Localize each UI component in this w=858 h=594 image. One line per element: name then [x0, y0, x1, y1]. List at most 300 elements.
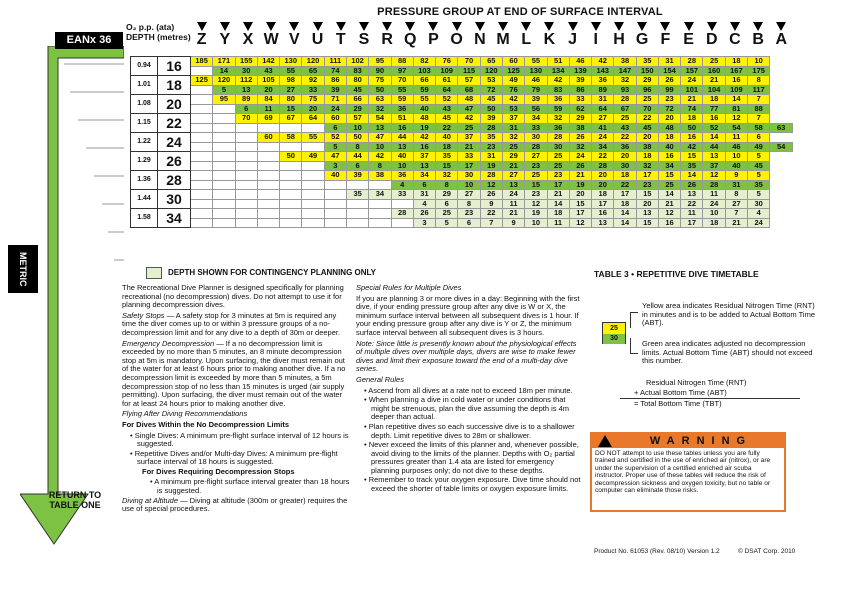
letter-text: F	[660, 31, 671, 48]
rnt-cell	[302, 171, 324, 181]
ndl-cell: 20	[636, 199, 658, 209]
ndl-cell: 43	[614, 123, 636, 133]
rnt-cell: 32	[502, 133, 524, 143]
rnt-cell: 7	[748, 95, 770, 105]
ndl-cell: 36	[547, 123, 569, 133]
ndl-cell	[369, 218, 391, 228]
rnt-cell: 18	[703, 95, 725, 105]
rnt-cell: 18	[614, 171, 636, 181]
ndl-cell: 6	[324, 123, 346, 133]
down-triangle-icon	[637, 22, 647, 31]
rnt-cell: 42	[502, 95, 524, 105]
ndl-cell: 33	[302, 85, 324, 95]
rnt-cell: 20	[636, 133, 658, 143]
rnt-cell: 5	[748, 152, 770, 162]
rnt-cell: 36	[547, 95, 569, 105]
flying-subheading: For Dives Within the No Decompression Limits	[122, 419, 290, 429]
rnt-cell: 37	[502, 114, 524, 124]
rnt-cell: 8	[748, 76, 770, 86]
rnt-cell: 16	[725, 76, 747, 86]
pressure-group-letter	[422, 22, 445, 56]
rnt-cell	[346, 209, 368, 219]
general-rule-3: • Plan repetitive dives so each successive dive is to a shallower depth. Limit repetitive dives to 28m or shallower.	[364, 423, 582, 440]
ndl-cell: 24	[703, 199, 725, 209]
ndl-cell: 59	[547, 104, 569, 114]
rnt-cell: 39	[569, 76, 591, 86]
letter-text: U	[311, 31, 324, 48]
rnt-cell: 65	[480, 57, 502, 67]
ndl-cell: 30	[235, 66, 257, 76]
ndl-cell: 8	[458, 199, 480, 209]
rnt-cell: 26	[658, 76, 680, 86]
pressure-group-letter	[723, 22, 746, 56]
ndl-cell: 65	[302, 66, 324, 76]
rnt-cell: 63	[369, 95, 391, 105]
rnt-cell	[213, 190, 235, 200]
ndl-cell: 44	[703, 142, 725, 152]
ndl-cell: 8	[346, 142, 368, 152]
rnt-cell: 18	[681, 114, 703, 124]
general-rule-1: • Ascend from all dives at a rate not to exceed 18m per minute.	[364, 387, 582, 396]
rnt-cell: 34	[369, 190, 391, 200]
pressure-group-letter	[654, 22, 677, 56]
ndl-cell	[191, 142, 213, 152]
rnt-cell: 44	[391, 133, 413, 143]
ndl-cell: 72	[480, 85, 502, 95]
ndl-cell: 56	[525, 104, 547, 114]
ndl-cell	[391, 218, 413, 228]
rnt-cell	[302, 209, 324, 219]
altitude-heading: Diving at Altitude —	[122, 495, 188, 505]
ndl-cell: 40	[725, 161, 747, 171]
ndl-cell: 68	[458, 85, 480, 95]
pressure-group-letter	[213, 22, 236, 56]
letter-text: L	[521, 31, 532, 48]
ndl-cell: 83	[346, 66, 368, 76]
ndl-cell: 67	[614, 104, 636, 114]
rnt-cell: 53	[480, 76, 502, 86]
rnt-cell: 5	[748, 190, 770, 200]
rnt-cell: 32	[547, 114, 569, 124]
ndl-cell: 28	[592, 161, 614, 171]
rnt-cell: 27	[458, 190, 480, 200]
ndl-cell: 81	[725, 104, 747, 114]
ndl-cell	[191, 218, 213, 228]
rnt-cell: 11	[681, 209, 703, 219]
ndl-cell	[302, 199, 324, 209]
bottom-time-formula	[620, 378, 800, 409]
rnt-cell: 31	[592, 95, 614, 105]
rnt-cell: 52	[324, 133, 346, 143]
ndl-cell: 139	[569, 66, 591, 76]
color-key	[602, 322, 626, 344]
rnt-cell: 21	[569, 171, 591, 181]
pressure-group-letters	[190, 22, 793, 56]
table-row	[131, 76, 793, 86]
ndl-cell: 154	[658, 66, 680, 76]
down-triangle-icon	[498, 22, 508, 31]
letter-text: I	[593, 31, 598, 48]
rnt-cell: 60	[502, 57, 524, 67]
ndl-cell	[391, 199, 413, 209]
rnt-cell: 22	[480, 209, 502, 219]
rnt-cell	[302, 190, 324, 200]
table-row	[131, 123, 793, 133]
down-triangle-icon	[521, 22, 531, 31]
rnt-cell: 7	[725, 209, 747, 219]
rnt-cell: 19	[525, 209, 547, 219]
ndl-cell: 77	[703, 104, 725, 114]
rnt-cell: 120	[302, 57, 324, 67]
rnt-cell: 34	[413, 171, 435, 181]
ndl-cell: 109	[725, 85, 747, 95]
ndl-cell: 4	[391, 180, 413, 190]
letter-text: M	[496, 31, 510, 48]
ndl-cell: 27	[725, 199, 747, 209]
rnt-cell: 7	[748, 114, 770, 124]
rnt-cell: 35	[480, 133, 502, 143]
ndl-cell: 36	[614, 142, 636, 152]
rnt-cell	[235, 133, 257, 143]
rnt-cell: 18	[658, 133, 680, 143]
ndl-cell: 13	[391, 142, 413, 152]
ndl-cell: 25	[547, 161, 569, 171]
ndl-cell: 150	[636, 66, 658, 76]
ndl-cell	[213, 161, 235, 171]
letter-text: J	[568, 31, 578, 48]
ndl-cell: 39	[324, 85, 346, 95]
ndl-cell	[213, 123, 235, 133]
rnt-cell: 30	[458, 171, 480, 181]
eanx-label: EANx 36	[55, 32, 123, 49]
o2-value: 1.29	[131, 152, 158, 171]
rnt-cell: 95	[213, 95, 235, 105]
rnt-cell: 54	[369, 114, 391, 124]
rnt-cell: 18	[636, 152, 658, 162]
ndl-cell	[191, 180, 213, 190]
letter-text: R	[381, 31, 393, 48]
ndl-cell	[235, 180, 257, 190]
rnt-cell	[191, 171, 213, 181]
rnt-cell: 130	[280, 57, 302, 67]
down-triangle-icon	[568, 22, 578, 31]
ndl-cell: 37	[703, 161, 725, 171]
ndl-cell	[280, 180, 302, 190]
letter-text: O	[450, 31, 463, 48]
down-triangle-icon	[660, 22, 670, 31]
rnt-cell: 60	[324, 114, 346, 124]
rnt-cell: 46	[569, 57, 591, 67]
ndl-cell: 55	[391, 85, 413, 95]
rnt-cell: 16	[658, 152, 680, 162]
ndl-cell: 7	[480, 218, 502, 228]
ndl-cell	[302, 218, 324, 228]
rnt-cell: 11	[725, 133, 747, 143]
ndl-cell: 15	[436, 161, 458, 171]
rnt-cell: 36	[391, 171, 413, 181]
pressure-group-letter	[399, 22, 422, 56]
down-triangle-icon	[730, 22, 740, 31]
table-row	[131, 104, 793, 114]
ndl-cell	[346, 180, 368, 190]
rnt-cell: 51	[547, 57, 569, 67]
o2-value: 1.36	[131, 171, 158, 190]
rnt-cell: 23	[547, 171, 569, 181]
ndl-cell: 28	[525, 142, 547, 152]
rnt-cell: 48	[458, 95, 480, 105]
rnt-cell: 35	[436, 152, 458, 162]
ndl-cell: 36	[391, 104, 413, 114]
letter-text: N	[474, 31, 486, 48]
ndl-cell: 63	[770, 123, 793, 133]
rnt-cell: 13	[636, 209, 658, 219]
rnt-cell: 61	[436, 76, 458, 86]
ndl-cell: 14	[547, 199, 569, 209]
general-heading: General Rules	[356, 374, 404, 384]
page-title: PRESSURE GROUP AT END OF SURFACE INTERVAL	[377, 6, 663, 18]
ndl-cell: 96	[636, 85, 658, 95]
rnt-cell: 39	[525, 95, 547, 105]
ndl-cell: 45	[346, 85, 368, 95]
ndl-cell: 5	[436, 218, 458, 228]
table-row	[131, 161, 793, 171]
ndl-cell	[257, 161, 279, 171]
rnt-cell: 28	[480, 171, 502, 181]
ndl-cell: 30	[614, 161, 636, 171]
rnt-cell: 26	[569, 133, 591, 143]
ndl-cell: 86	[569, 85, 591, 95]
rnt-cell: 25	[703, 57, 725, 67]
ndl-cell	[191, 85, 213, 95]
ndl-cell: 90	[369, 66, 391, 76]
rnt-cell: 37	[458, 133, 480, 143]
rnt-cell: 25	[525, 171, 547, 181]
ndl-cell: 15	[569, 199, 591, 209]
ndl-cell: 167	[725, 66, 747, 76]
table-row	[131, 190, 793, 200]
rnt-cell: 5	[748, 171, 770, 181]
ndl-cell	[257, 180, 279, 190]
down-triangle-icon	[405, 22, 415, 31]
ndl-cell: 31	[502, 123, 524, 133]
pressure-group-letter	[468, 22, 491, 56]
return-to-table-one[interactable]: RETURN TO TABLE ONE	[48, 490, 102, 510]
table-row	[131, 95, 793, 105]
rnt-cell: 98	[280, 76, 302, 86]
rnt-cell: 29	[502, 152, 524, 162]
o2-value: 1.01	[131, 76, 158, 95]
rnt-cell: 51	[391, 114, 413, 124]
rnt-cell: 92	[302, 76, 324, 86]
rnt-cell	[191, 209, 213, 219]
general-rule-2: • When planning a dive in cold water or under conditions that might be strenuous, plan the dive assuming the depth is 4m deeper than actual.	[364, 396, 582, 422]
ndl-cell: 28	[480, 123, 502, 133]
down-triangle-icon	[544, 22, 554, 31]
ndl-cell: 11	[257, 104, 279, 114]
depth-value: 34	[158, 209, 191, 228]
pressure-group-letter	[607, 22, 630, 56]
ndl-cell	[302, 180, 324, 190]
decomp-subheading: For Dives Requiring Decompression Stops	[142, 466, 295, 476]
ndl-cell	[213, 180, 235, 190]
rnt-cell: 52	[436, 95, 458, 105]
rnt-cell: 58	[280, 133, 302, 143]
rnt-cell: 21	[703, 76, 725, 86]
yellow-key-text: Yellow area indicates Residual Nitrogen Time (RNT) in minutes and is to be added to Actual Bottom Time (ABT).	[642, 301, 816, 328]
rnt-cell: 29	[436, 190, 458, 200]
flying-rule-1: • Single Dives: A minimum pre-flight surface interval of 12 hours is suggested.	[130, 432, 350, 449]
ndl-cell: 41	[592, 123, 614, 133]
rnt-cell: 35	[636, 57, 658, 67]
green-key-value: 30	[603, 334, 625, 344]
rnt-cell: 38	[614, 57, 636, 67]
pressure-group-letter	[770, 22, 793, 56]
pressure-group-letter	[631, 22, 654, 56]
rnt-cell: 42	[458, 114, 480, 124]
pressure-group-letter	[306, 22, 329, 56]
product-number: Product No. 61053 (Rev. 08/10) Version 1.2	[594, 548, 720, 555]
pressure-group-letter	[445, 22, 468, 56]
ndl-cell	[235, 199, 257, 209]
rnt-cell: 69	[257, 114, 279, 124]
ndl-cell	[257, 199, 279, 209]
rnt-cell	[191, 114, 213, 124]
rnt-cell: 84	[257, 95, 279, 105]
green-key-text: Green area indicates adjusted no decompression limits. Actual Bottom Time (ABT) should not exceed this number.	[642, 339, 813, 366]
rnt-cell: 34	[525, 114, 547, 124]
ndl-cell: 103	[413, 66, 435, 76]
ndl-cell	[235, 123, 257, 133]
decomp-rule-1: • A minimum pre-flight surface interval greater than 18 hours is suggested.	[150, 478, 350, 495]
rnt-cell: 8	[725, 190, 747, 200]
ndl-cell	[280, 218, 302, 228]
pressure-group-letter	[677, 22, 700, 56]
rnt-cell: 10	[748, 57, 770, 67]
rnt-cell: 75	[302, 95, 324, 105]
rnt-cell: 28	[681, 57, 703, 67]
altitude-text: Diving at altitude (300m or greater) requires the use of special procedures.	[122, 495, 348, 514]
warning-icon	[598, 435, 612, 447]
ndl-cell: 16	[391, 123, 413, 133]
rnt-cell: 20	[658, 114, 680, 124]
rnt-cell: 32	[436, 171, 458, 181]
letter-text: A	[775, 31, 788, 48]
rnt-cell: 86	[324, 76, 346, 86]
rnt-cell: 31	[480, 152, 502, 162]
ndl-cell: 46	[725, 142, 747, 152]
rnt-cell: 55	[413, 95, 435, 105]
depth-value: 20	[158, 95, 191, 114]
rnt-cell: 57	[458, 76, 480, 86]
ndl-cell: 12	[525, 199, 547, 209]
ndl-cell: 32	[569, 142, 591, 152]
rnt-cell: 64	[302, 114, 324, 124]
ndl-cell: 47	[458, 104, 480, 114]
ndl-cell: 120	[480, 66, 502, 76]
rnt-cell	[257, 171, 279, 181]
rnt-cell: 112	[235, 76, 257, 86]
rnt-cell	[213, 152, 235, 162]
ndl-cell: 54	[770, 142, 793, 152]
ndl-cell: 10	[391, 161, 413, 171]
o2-value: 1.08	[131, 95, 158, 114]
o2-header: O₂ p.p. (ata)	[126, 22, 175, 32]
ndl-cell: 29	[346, 104, 368, 114]
letter-text: Z	[196, 31, 207, 48]
ndl-cell	[280, 161, 302, 171]
return-arrow[interactable]	[20, 46, 124, 566]
rnt-cell: 142	[257, 57, 279, 67]
ndl-cell: 72	[658, 104, 680, 114]
rnt-cell: 20	[569, 190, 591, 200]
note-text: Note: Since little is presently known about the physiological effects of multiple dives over multiple days, divers are wise to make fewer dives and limit their exposure toward the end of a multi-day dive series.	[356, 338, 577, 374]
ndl-cell: 62	[569, 104, 591, 114]
letter-text: G	[635, 31, 649, 48]
rnt-cell	[191, 190, 213, 200]
ndl-cell: 157	[681, 66, 703, 76]
letter-text: W	[263, 31, 279, 48]
ndl-cell: 93	[614, 85, 636, 95]
rnt-cell	[191, 133, 213, 143]
ndl-cell: 35	[681, 161, 703, 171]
rnt-cell: 27	[525, 152, 547, 162]
ndl-cell: 8	[436, 180, 458, 190]
rnt-cell	[235, 209, 257, 219]
ndl-cell: 10	[525, 218, 547, 228]
ndl-cell: 143	[592, 66, 614, 76]
pressure-group-letter	[190, 22, 213, 56]
rnt-cell: 31	[658, 57, 680, 67]
ndl-cell: 3	[413, 218, 435, 228]
ndl-cell: 45	[636, 123, 658, 133]
ndl-cell: 40	[413, 104, 435, 114]
rnt-cell: 27	[592, 114, 614, 124]
ndl-cell	[213, 199, 235, 209]
table-row	[131, 171, 793, 181]
ndl-cell: 147	[614, 66, 636, 76]
rnt-cell: 20	[592, 171, 614, 181]
ndl-cell: 64	[436, 85, 458, 95]
rnt-cell: 24	[592, 133, 614, 143]
rnt-cell: 71	[324, 95, 346, 105]
rnt-cell: 66	[413, 76, 435, 86]
rnt-cell: 12	[725, 114, 747, 124]
table-row	[131, 218, 793, 228]
rnt-cell: 155	[235, 57, 257, 67]
rnt-cell: 15	[636, 190, 658, 200]
rnt-cell: 46	[525, 76, 547, 86]
rnt-cell: 185	[191, 57, 213, 67]
down-triangle-icon	[243, 22, 253, 31]
ndl-cell: 24	[748, 218, 770, 228]
ndl-cell: 5	[324, 142, 346, 152]
rnt-cell: 30	[525, 133, 547, 143]
ndl-cell: 101	[681, 85, 703, 95]
ndl-cell	[213, 104, 235, 114]
down-triangle-icon	[359, 22, 369, 31]
rnt-cell: 11	[703, 190, 725, 200]
depth-value: 18	[158, 76, 191, 95]
down-triangle-icon	[452, 22, 462, 31]
ndl-cell: 13	[592, 218, 614, 228]
rnt-cell: 40	[391, 152, 413, 162]
rnt-cell: 18	[547, 209, 569, 219]
ndl-cell: 19	[569, 180, 591, 190]
ndl-cell	[324, 199, 346, 209]
rnt-cell	[191, 152, 213, 162]
ndl-cell	[280, 123, 302, 133]
ndl-cell: 30	[547, 142, 569, 152]
